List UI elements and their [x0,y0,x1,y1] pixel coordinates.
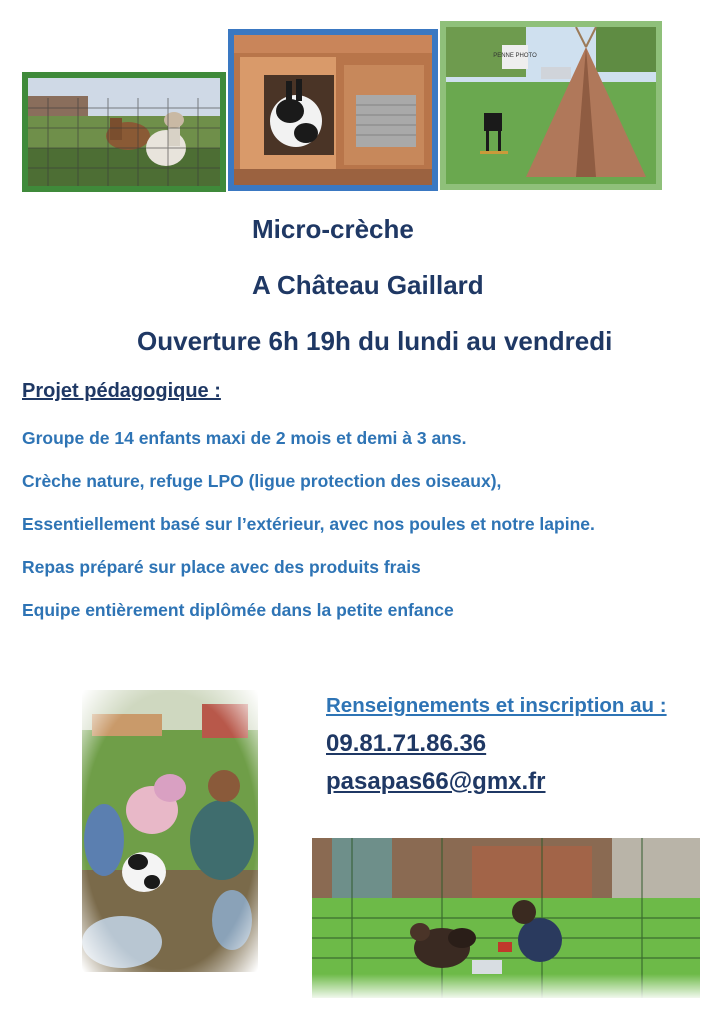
project-line-outdoor: Essentiellement basé sur l’extérieur, avec nos poules et notre lapine. [22,514,595,534]
project-line-team: Equipe entièrement diplômée dans la petite enfance [22,600,454,620]
project-line-meals: Repas préparé sur place avec des produits frais [22,557,421,577]
children-rabbit-photo [82,690,258,972]
contact-email[interactable]: pasapas66@gmx.fr [326,768,546,795]
project-line-nature: Crèche nature, refuge LPO (ligue protection des oiseaux), [22,471,502,491]
contact-heading: Renseignements et inscription au : [326,694,667,717]
tipi-sign-text: PENNE PHOTO [493,53,537,59]
project-heading: Projet pédagogique : [22,380,221,402]
rabbit-hutch-photo [228,29,438,191]
project-line-group: Groupe de 14 enfants maxi de 2 mois et demi à 3 ans. [22,428,467,448]
title-location: A Château Gaillard [252,270,484,300]
contact-phone[interactable]: 09.81.71.86.36 [326,730,487,757]
title-micro-creche: Micro-crèche [252,214,414,244]
tipi-garden-photo [440,21,662,190]
title-opening-hours: Ouverture 6h 19h du lundi au vendredi [137,326,613,356]
hens-child-photo [312,838,700,998]
goats-photo [22,72,226,192]
